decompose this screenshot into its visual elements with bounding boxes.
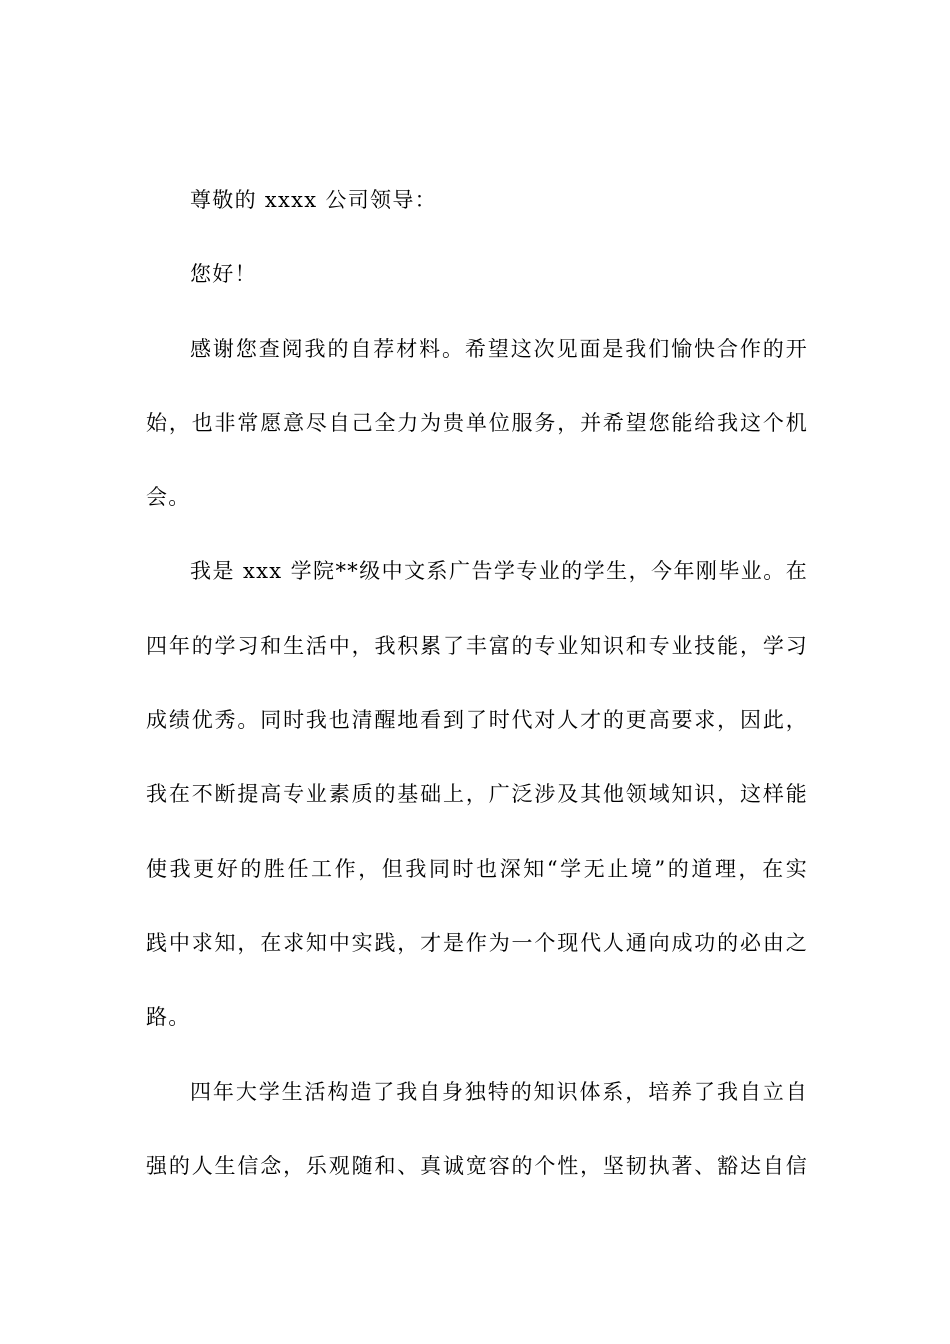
paragraph-2-line-4: 我在不断提高专业素质的基础上，广泛涉及其他领域知识，这样能 [146,782,808,807]
paragraph-2-line-5: 使我更好的胜任工作，但我同时也深知“学无止境”的道理，在实 [146,856,808,881]
paragraph-2-line-1: 我是 xxx 学院**级中文系广告学专业的学生，今年刚毕业。在 [190,559,808,584]
paragraph-2-line-7: 路。 [146,1005,191,1030]
letter-body [146,178,808,1218]
paragraph-2-line-6: 践中求知，在求知中实践，才是作为一个现代人通向成功的必由之 [146,930,808,955]
paragraph-1-line-1: 感谢您查阅我的自荐材料。希望这次见面是我们愉快合作的开 [190,336,808,361]
paragraph-3-line-2: 强的人生信念，乐观随和、真诚宽容的个性，坚韧执著、豁达自信 [146,1153,808,1178]
salutation-line: 尊敬的 xxxx 公司领导： [190,188,437,212]
paragraph-3-line-1: 四年大学生活构造了我自身独特的知识体系，培养了我自立自 [190,1079,808,1104]
paragraph-2-line-2: 四年的学习和生活中，我积累了丰富的专业知识和专业技能，学习 [146,633,808,658]
paragraph-2-line-3: 成绩优秀。同时我也清醒地看到了时代对人才的更高要求，因此， [146,708,808,733]
paragraph-1-line-2: 始，也非常愿意尽自己全力为贵单位服务，并希望您能给我这个机 [146,410,808,435]
paragraph-1-line-3: 会。 [146,485,191,510]
greeting-line: 您好！ [190,262,257,287]
